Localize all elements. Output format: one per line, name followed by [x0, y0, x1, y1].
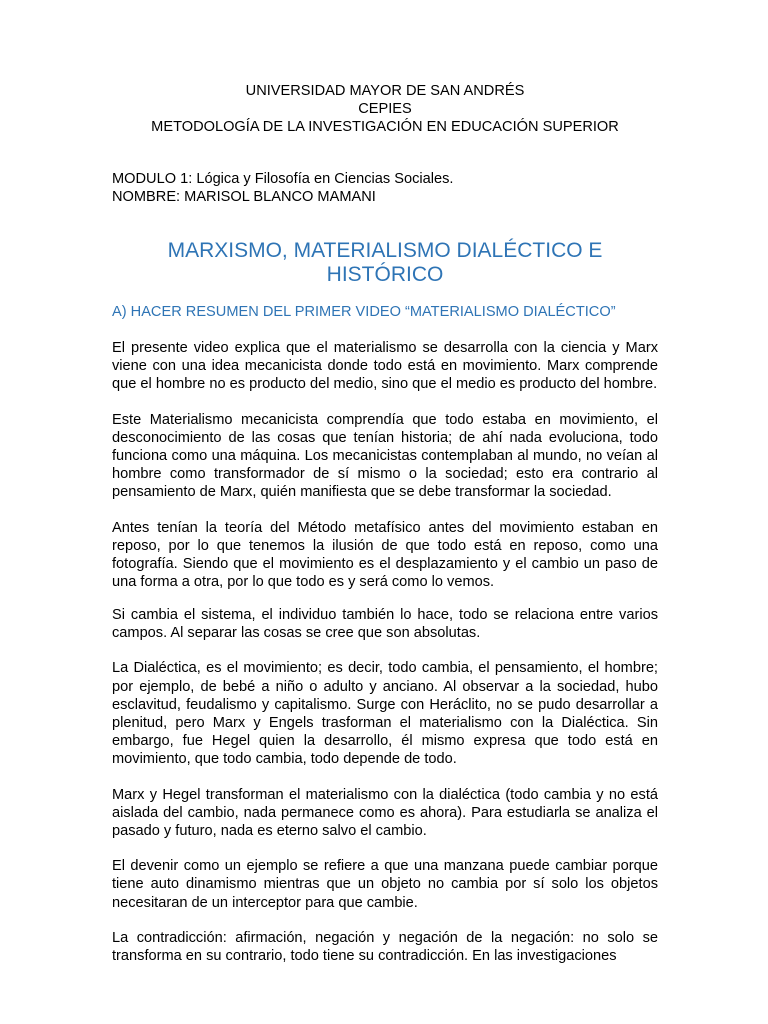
paragraph-2: Este Materialismo mecanicista comprendía que todo estaba en movimiento, el desconocimiento de las cosas que tenían historia; de ahí nada evoluciona, todo funciona como una máquina. Los mecanicistas contemplaban al mundo, no veían al hombre como transformador de sí mismo o la sociedad; esto era contrario al pensamiento de Marx, quién manifiesta que se debe transformar la sociedad.	[112, 411, 658, 501]
paragraph-5: La Dialéctica, es el movimiento; es decir, todo cambia, el pensamiento, el hombre; por ejemplo, de bebé a niño o adulto y anciano. Al observar a la sociedad, hubo esclavitud, feudalismo y capitalismo. Surge con Heráclito, no se pudo desarrollar a plenitud, pero Marx y Engels trasforman el materialismo con la Dialéctica. Sin embargo, fue Hegel quien la desarrollo, él mismo expresa que todo está en movimiento, que todo cambia, todo depende de todo.	[112, 660, 658, 768]
program-name: METODOLOGÍA DE LA INVESTIGACIÓN EN EDUCACIÓN SUPERIOR	[151, 119, 619, 135]
paragraph-7: El devenir como un ejemplo se refiere a que una manzana puede cambiar porque tiene auto dinamismo mientras que un objeto no cambia por sí solo los objetos necesitaran de un interceptor para que cambie.	[112, 858, 658, 911]
paragraph-4: Si cambia el sistema, el individuo también lo hace, todo se relaciona entre varios campos. Al separar las cosas se cree que son absolutas.	[112, 607, 658, 642]
module-line: MODULO 1: Lógica y Filosofía en Ciencias Sociales.	[112, 171, 454, 187]
institute-name: CEPIES	[358, 101, 412, 117]
student-info	[112, 170, 658, 206]
document-title: MARXISMO, MATERIALISMO DIALÉCTICO E HISTÓRICO	[167, 239, 603, 286]
document-page	[112, 82, 658, 980]
paragraph-3: Antes tenían la teoría del Método metafísico antes del movimiento estaban en reposo, por lo que tenemos la ilusión de que todo está en reposo, como una fotografía. Siendo que el movimiento es el desplazamiento y el cambio un paso de una forma a otra, por lo que todo es y será como lo vemos.	[112, 519, 658, 591]
paragraph-8: La contradicción: afirmación, negación y negación de la negación: no solo se transforma en su contrario, todo tiene su contradicción. En las investigaciones	[112, 929, 658, 965]
student-name-line: NOMBRE: MARISOL BLANCO MAMANI	[112, 189, 376, 205]
paragraph-1: El presente video explica que el materialismo se desarrolla con la ciencia y Marx viene con una idea mecanicista donde todo está en movimiento. Marx comprende que el hombre no es producto del medio, sino que el medio es producto del hombre.	[112, 340, 658, 393]
university-name: UNIVERSIDAD MAYOR DE SAN ANDRÉS	[245, 83, 525, 99]
section-a-heading: A) HACER RESUMEN DEL PRIMER VIDEO “MATERIALISMO DIALÉCTICO”	[112, 304, 616, 320]
document-header	[112, 82, 658, 136]
paragraph-6: Marx y Hegel transforman el materialismo con la dialéctica (todo cambia y no está aislada del cambio, nada permanece como es ahora). Para estudiarla se analiza el pasado y futuro, nada es eterno salvo el cambio.	[112, 786, 658, 840]
